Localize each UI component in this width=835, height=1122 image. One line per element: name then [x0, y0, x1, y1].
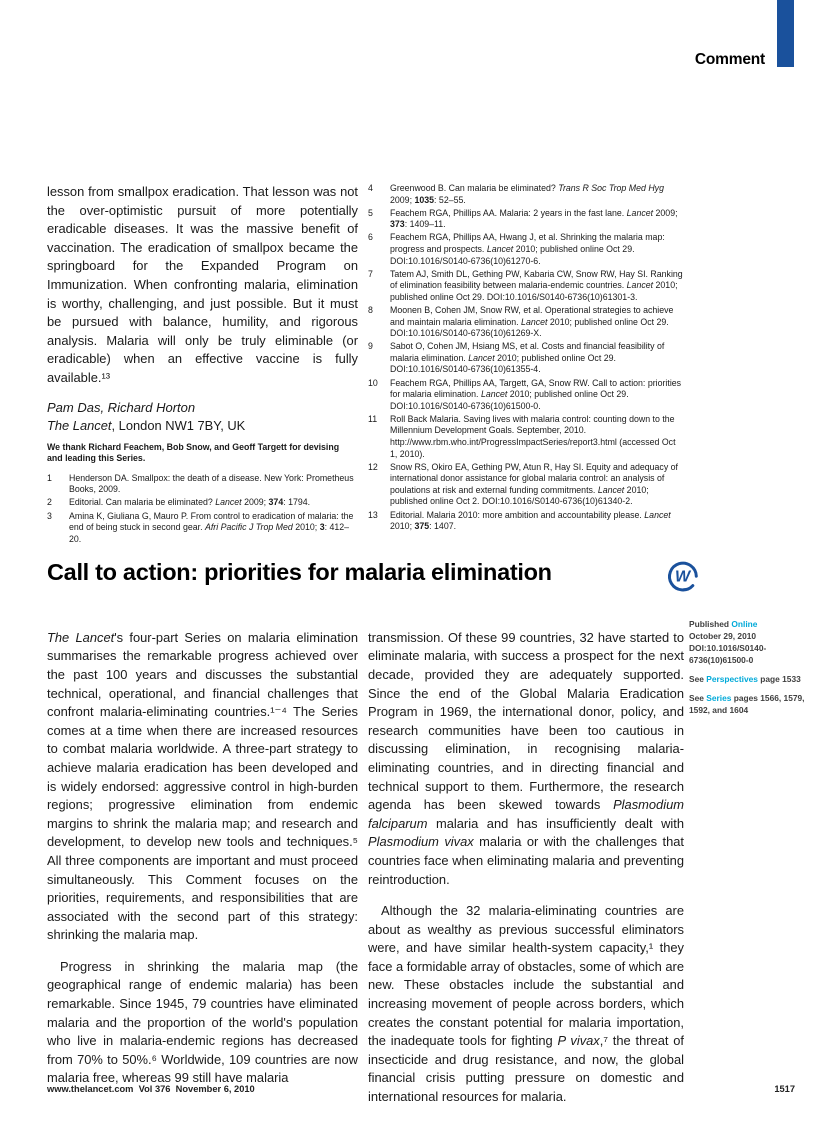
reference-item: [368, 305, 684, 340]
reference-text: Feachem RGA, Phillips AA, Hwang J, et al. Shrinking the malaria map: progress and prospects. Lancet 2010; published online Oct 29. DOI:10.1016/S0140-6736(10)61270-6.: [390, 232, 665, 266]
reference-item: [368, 378, 684, 413]
lancet-w-logo: [665, 558, 701, 594]
w-circle-icon: [665, 558, 701, 594]
reference-item: [47, 511, 358, 546]
see-label: See: [689, 674, 707, 684]
article-column-1: [47, 616, 358, 1120]
acknowledgment: We thank Richard Feachem, Bob Snow, and Geoff Targett for devising and leading this Series.: [47, 441, 340, 464]
article-title: Call to action: priorities for malaria elimination: [47, 559, 552, 585]
reference-text: Tatem AJ, Smith DL, Gething PW, Kabaria CW, Snow RW, Hay SI. Ranking of elimination feasibility between malaria-endemic countries. Lancet 2010; published online Oct 29. DOI:10.1016/S0140-6736(10)61301-3.: [390, 268, 683, 302]
reference-item: [368, 341, 684, 376]
reference-item: [368, 232, 684, 267]
sidebar-line: DOI:10.1016/S0140-: [689, 643, 767, 653]
sidebar-line: 6736(10)61500-0: [689, 655, 754, 665]
article-column-2: [368, 616, 684, 1120]
see-series-line: [689, 692, 807, 716]
author-names: Pam Das, Richard Horton: [47, 399, 196, 415]
reference-text: Moonen B, Cohen JM, Snow RW, et al. Operational strategies to achieve and maintain malaria elimination. Lancet 2010; published online Oct 29. DOI:10.1016/S0140-6736(10)61269-X.: [390, 304, 674, 339]
reference-text: Henderson DA. Smallpox: the death of a disease. New York: Prometheus Books, 2009.: [69, 472, 354, 495]
page-number: 1517: [774, 1084, 795, 1094]
reference-number: 7: [368, 268, 373, 279]
reference-text: Feachem RGA, Phillips AA, Targett, GA, Snow RW. Call to action: priorities for malaria elimination. Lancet 2010; published online Oct 29. DOI:10.1016/S0140-6736(10)61500-0.: [390, 377, 682, 411]
reference-number: 11: [368, 413, 378, 424]
published-detail-lines: [689, 630, 807, 666]
reference-item: [47, 497, 358, 509]
reference-number: 12: [368, 461, 378, 472]
reference-list-left: [47, 473, 358, 546]
reference-number: 8: [368, 304, 373, 315]
published-online-link[interactable]: Online: [731, 619, 758, 629]
reference-number: 4: [368, 183, 373, 193]
closing-paragraph: lesson from smallpox eradication. That lesson was not the over-optimistic pursuit of more potentially eradicable diseases. It was the massive benefit of vaccination. The eradication of smallpox became the springboard for the Expanded Program on Immunization. When confronting malaria, elimination is worthy, challenging, and just possible. But it must be pursued with balance, humility, and rigorous analysis. Malaria will only be truly eliminable (or eradicable) when an effective vaccine is fully available.¹³: [47, 184, 358, 385]
reference-text: Sabot O, Cohen JM, Hsiang MS, et al. Costs and financial feasibility of malaria elimination. Lancet 2010; published online Oct 29. DOI:10.1016/S0140-6736(10)61355-4.: [390, 341, 665, 375]
reference-text: Roll Back Malaria. Saving lives with malaria control: counting down to the Millennium Development Goals. September, 2010. http://www.rbm.who.int/ProgressImpactSeries/report3.html (accessed Oct 1, 2010).: [390, 413, 676, 459]
perspectives-page: page 1533: [757, 674, 801, 684]
reference-number: 5: [368, 207, 373, 218]
see-label: See: [689, 693, 707, 703]
reference-number: 6: [368, 232, 373, 243]
reference-text: Greenwood B. Can malaria be eliminated? Trans R Soc Trop Med Hyg 2009; 1035: 52–55.: [390, 183, 664, 205]
reference-text: Amina K, Giuliana G, Mauro P. From control to eradication of malaria: the end of being stuck in second gear. Afri Pacific J Trop Med 2010; 3: 412–20.: [69, 510, 354, 544]
reference-number: 13: [368, 509, 378, 520]
sidebar-line: October 29, 2010: [689, 631, 757, 641]
previous-article-right-column: [368, 183, 684, 547]
see-perspectives-line: [689, 673, 807, 685]
section-header: Comment: [694, 51, 765, 68]
reference-text: Feachem RGA, Phillips AA. Malaria: 2 years in the fast lane. Lancet 2009; 373: 1409–11.: [390, 207, 678, 230]
reference-text: Editorial. Can malaria be eliminated? Lancet 2009; 374: 1794.: [69, 497, 311, 508]
reference-number: 2: [47, 497, 52, 508]
affiliation: The Lancet, London NW1 7BY, UK: [47, 417, 246, 433]
page-footer: [47, 1084, 795, 1094]
reference-item: [47, 473, 358, 496]
reference-text: Editorial. Malaria 2010: more ambition and accountability please. Lancet 2010; 375: 1407.: [390, 509, 671, 532]
published-label: Published: [689, 619, 732, 629]
article-paragraph: Although the 32 malaria-eliminating countries are about as wealthy as previous successful eliminators were, and have similar health-system capacity,¹ they face a formidable array of obstacles, some of which are new. These obstacles include the substantial and increasing movement of people across borders, which creates the constant potential for malaria importation, the inadequate tools for fighting P vivax,⁷ the threat of insecticide and drug resistance, and now, the global financial crisis putting pressure on domestic and international resources for malaria.: [368, 903, 684, 1105]
reference-item: [368, 208, 684, 231]
reference-number: 1: [47, 472, 52, 483]
article-paragraph: The Lancet's four-part Series on malaria elimination summarises the remarkable progress achieved over the past 100 years and discusses the substantial technical, operational, and financial challenges that confront malaria-eliminating countries.¹⁻⁴ The Series comes at a time when there are increased resources to combat malaria worldwide. A three-part strategy to achieve malaria eradication has been developed and is widely endorsed: aggressive control in high-burden regions; progressive elimination from endemic margins to shrink the malaria map; and research and development, to develop new tools and techniques.⁵ All three components are important and must proceed simultaneously. This Comment focuses on the priorities, requirements, and responsibilities that are associated with the second part of this strategy: shrinking the malaria map.: [47, 629, 359, 943]
reference-number: 9: [368, 341, 373, 352]
reference-text: Snow RS, Okiro EA, Gething PW, Atun R, Hay SI. Equity and adequacy of international donor assistance for global malaria control: an analysis of poulations at risk and external funding commitments. Lancet 2010; published online Oct 2. DOI:10.1016/S0140-6736(10)61340-2.: [390, 461, 678, 507]
reference-item: [368, 414, 684, 460]
section-corner-bar: [777, 0, 794, 67]
reference-item: [368, 183, 684, 206]
previous-article-left-column: [47, 183, 358, 547]
previous-article-end: [47, 183, 684, 547]
article-sidebar: [689, 618, 807, 716]
perspectives-link[interactable]: Perspectives: [706, 674, 758, 684]
reference-number: 10: [368, 377, 378, 388]
reference-item: [368, 269, 684, 304]
reference-item: [368, 462, 684, 508]
reference-list-right: [368, 183, 684, 533]
article-paragraph: transmission. Of these 99 countries, 32 have started to eliminate malaria, with success a prospect for the next decade, provided they are adequately supported. Since the end of the Global Malaria Eradication Program in 1969, the international donor, policy, and research communities have been too cautious in discussing elimination, in recognising malaria-eliminating countries, and in directing financial and technical support to them. Furthermore, the research agenda has been skewed towards Plasmodium falciparum malaria and has insufficiently dealt with Plasmodium vivax malaria or with the challenges that countries face when eliminating malaria and preventing reintroduction.: [368, 629, 685, 887]
published-online-line: [689, 618, 807, 630]
series-link[interactable]: Series: [706, 693, 732, 703]
logo-letter: W: [675, 568, 691, 586]
article-paragraph: Progress in shrinking the malaria map (the geographical range of endemic malaria) has been remarkable. Since 1945, 79 countries have eliminated malaria and the proportion of the world's population who live in malaria-endemic regions has decreased from 70% to 50%.⁶ Worldwide, 109 countries are now malaria free, whereas 99 still have malaria: [47, 958, 358, 1086]
series-pages: pages 1566, 1579, 1592, and 1604: [689, 693, 805, 715]
reference-item: [368, 510, 684, 533]
footer-citation: www.thelancet.com Vol 376 November 6, 2010: [47, 1084, 255, 1094]
reference-number: 3: [47, 510, 52, 521]
article-body: [47, 616, 684, 1120]
